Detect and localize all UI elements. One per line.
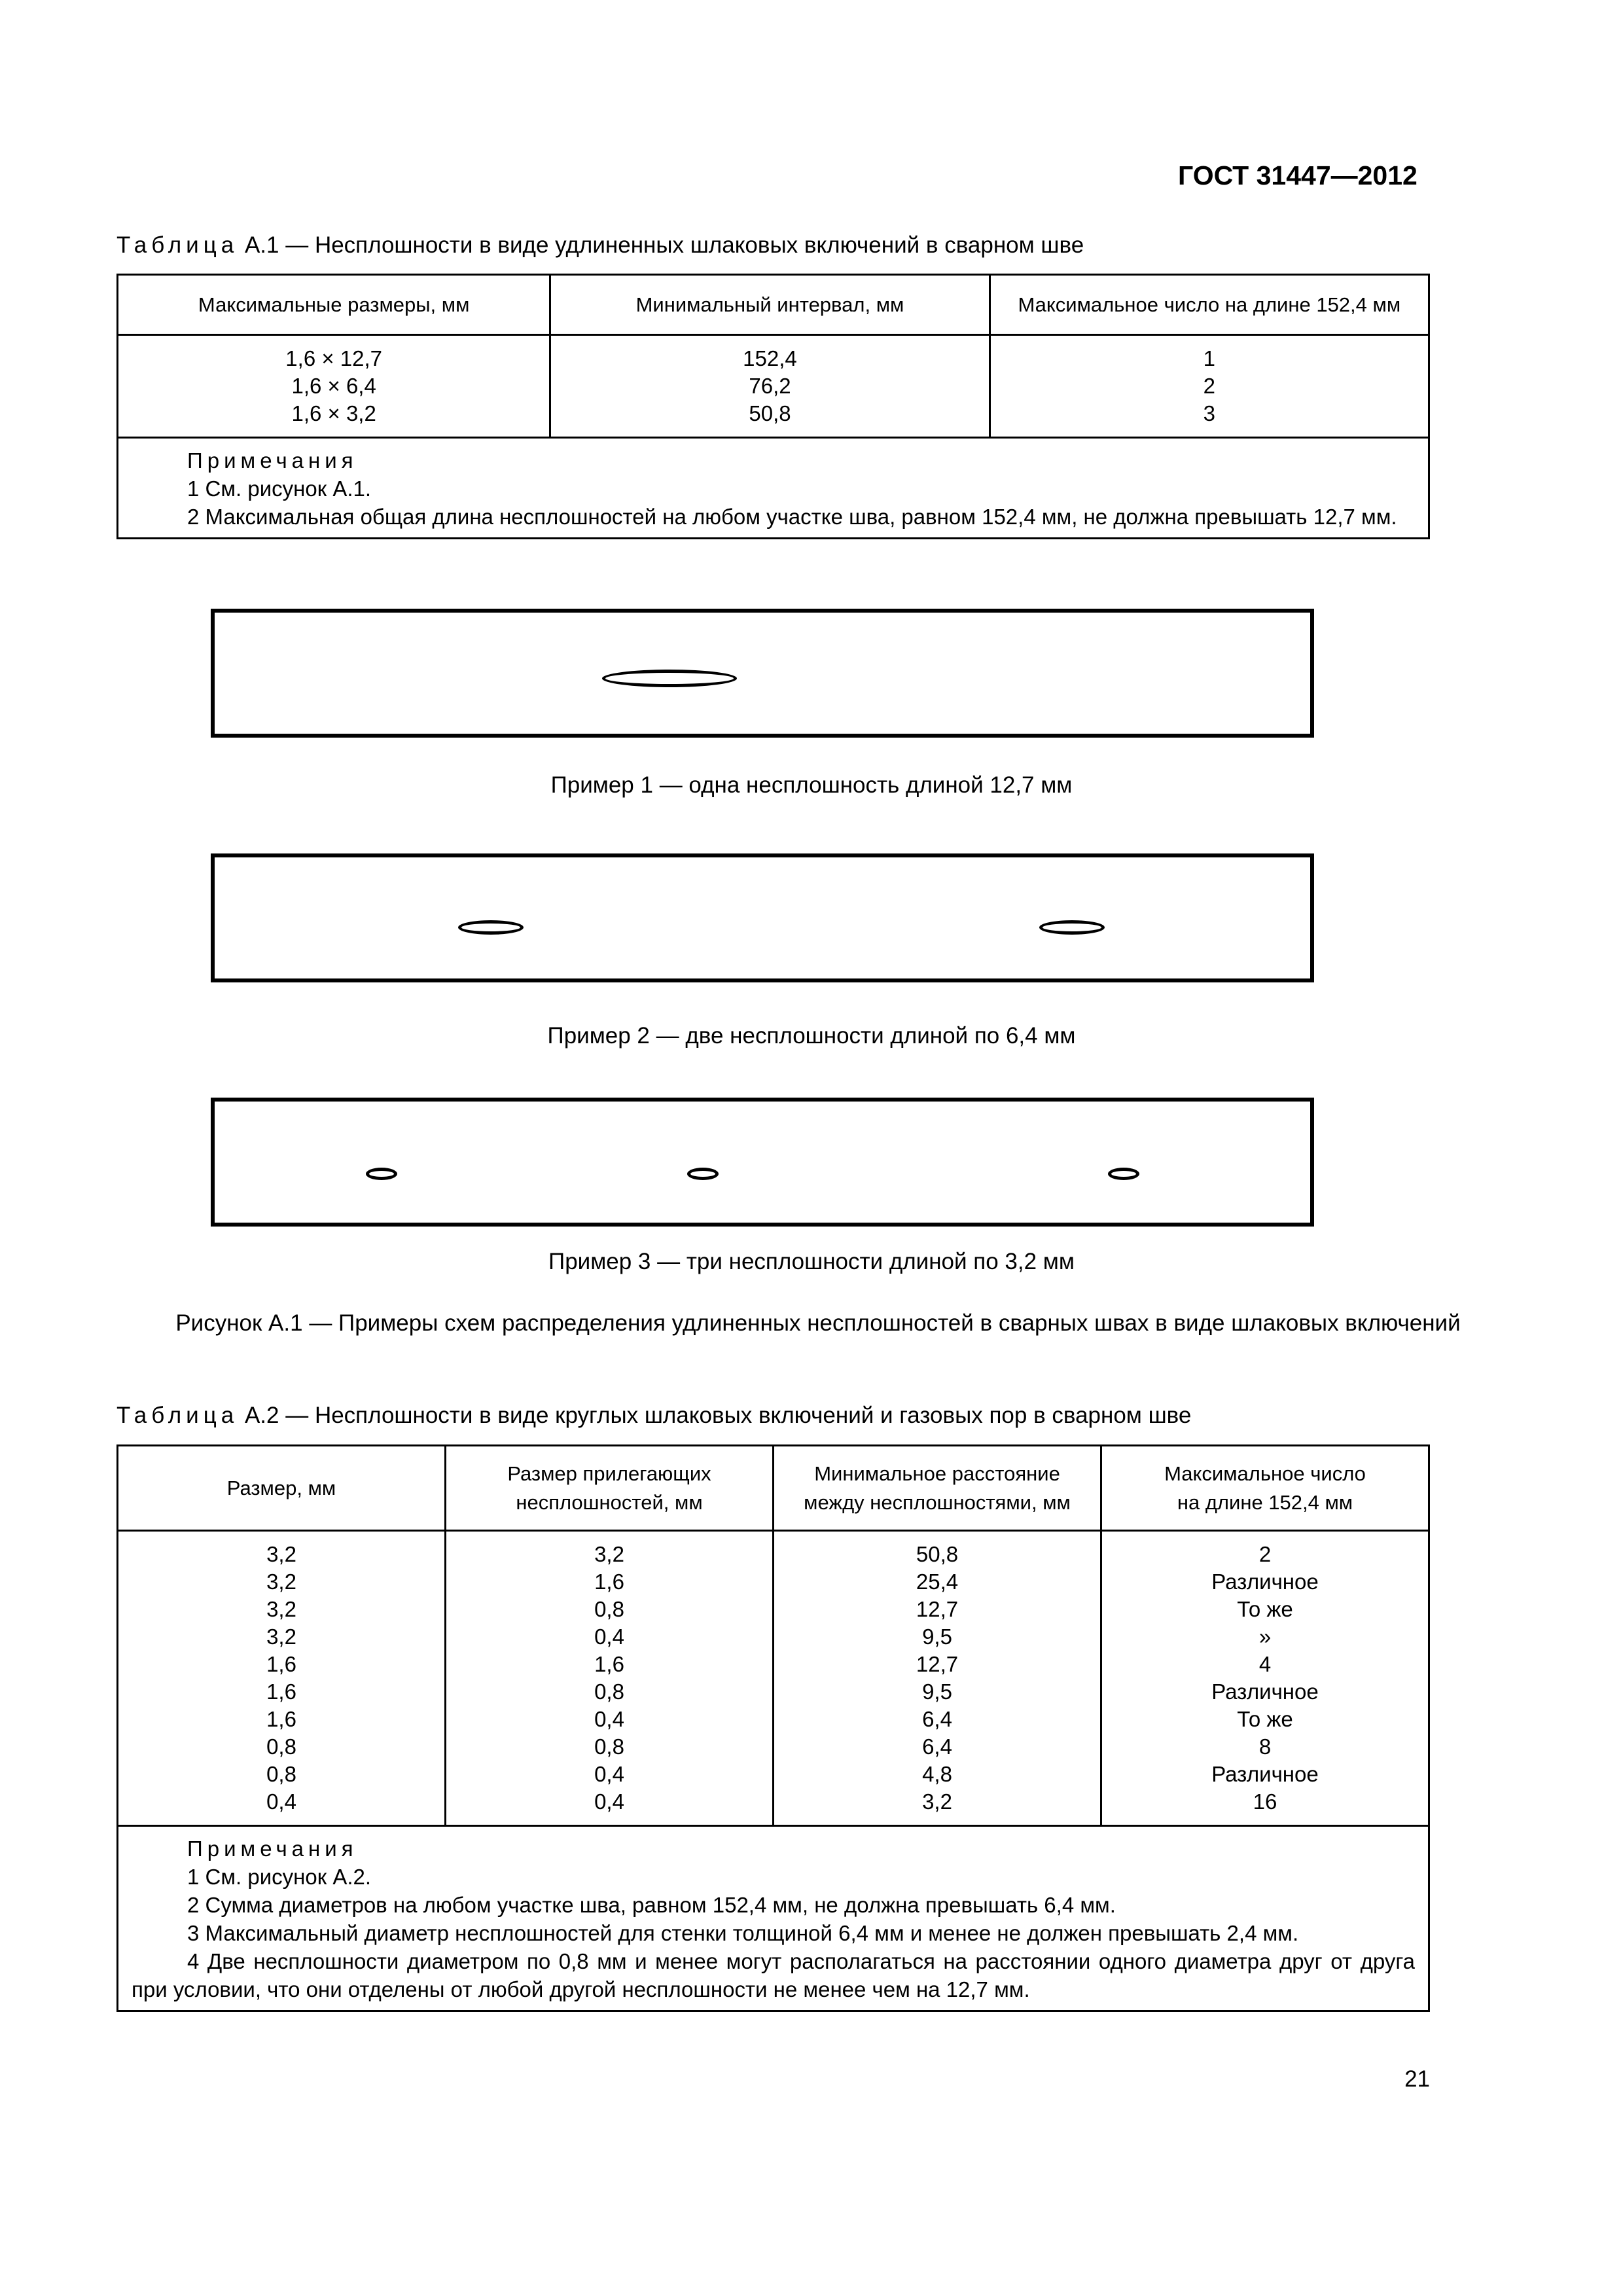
table2-header-cell [446, 1446, 774, 1531]
page-number: 21 [1404, 2066, 1430, 2092]
table2-header-cell [118, 1446, 446, 1531]
slag-inclusion [366, 1168, 397, 1180]
table2-header-cell [1101, 1446, 1429, 1531]
note-item: 2 Сумма диаметров на любом участке шва, равном 152,4 мм, не должна превышать 6,4 мм. [187, 1893, 1116, 1917]
table-cell: 50,8 [749, 401, 791, 425]
slag-inclusion [1039, 920, 1105, 935]
note-item: 2 Максимальная общая длина несплошностей на любом участке шва, равном 152,4 мм, не должна превышать 12,7 мм. [187, 505, 1397, 529]
table1-caption-label: Таблица [116, 232, 239, 258]
slag-inclusion [1108, 1168, 1139, 1180]
table1-caption [116, 232, 1084, 259]
table1-header-cell: Максимальное число на длине 152,4 мм [990, 275, 1429, 335]
table-cell: 4,8 [922, 1762, 952, 1786]
table1-col-count [990, 335, 1429, 438]
note-item: 3 Максимальный диаметр несплошностей для стенки толщиной 6,4 мм и менее не должен превышать 2,4 мм. [187, 1921, 1299, 1945]
table-cell: 12,7 [916, 1652, 959, 1676]
table-cell: 1,6 [594, 1652, 624, 1676]
table2-col-distance [774, 1531, 1101, 1826]
table1-notes [118, 438, 1429, 539]
table-cell: 1,6 × 12,7 [285, 346, 383, 370]
table2-caption-label: Таблица [116, 1403, 239, 1428]
example-3-caption: Пример 3 — три несплошности длиной по 3,2 мм [548, 1249, 1075, 1274]
table-cell: 3,2 [266, 1624, 296, 1649]
table-cell: 3,2 [922, 1789, 952, 1814]
table-cell: 2 [1203, 374, 1215, 398]
table-cell: 3,2 [594, 1542, 624, 1566]
table-cell: 3,2 [266, 1570, 296, 1594]
table-cell: 0,8 [266, 1762, 296, 1786]
table-cell: 0,4 [594, 1762, 624, 1786]
table-cell: 9,5 [922, 1679, 952, 1704]
header-line: несплошностей, мм [516, 1490, 703, 1514]
note-item: 4 Две несплошности диаметром по 0,8 мм и менее могут располагаться на расстоянии одного диаметра друг от друга при условии, что они отделены от любой другой несплошности не менее чем на 12,7 мм. [132, 1949, 1415, 2001]
table-cell: 1,6 × 6,4 [291, 374, 376, 398]
table-cell: 3 [1203, 401, 1215, 425]
notes-title: Примечания [187, 1837, 358, 1861]
table-cell: 25,4 [916, 1570, 959, 1594]
table1-col-sizes [118, 335, 550, 438]
table2 [116, 1444, 1430, 2012]
table2-data-row [118, 1531, 1429, 1826]
header-line: Размер прилегающих [507, 1462, 711, 1485]
table1-header-cell: Минимальный интервал, мм [550, 275, 990, 335]
slag-inclusion [602, 670, 737, 687]
table2-header-cell [774, 1446, 1101, 1531]
table1-col-interval [550, 335, 990, 438]
table-cell: 1,6 [266, 1679, 296, 1704]
table2-col-size [118, 1531, 446, 1826]
table-cell: 12,7 [916, 1597, 959, 1621]
table-cell: 152,4 [743, 346, 797, 370]
table1-header-cell: Максимальные размеры, мм [118, 275, 550, 335]
table-cell: 0,4 [594, 1707, 624, 1731]
table-cell: 3,2 [266, 1542, 296, 1566]
header-line: между несплошностями, мм [804, 1490, 1071, 1514]
table1-header-row [118, 275, 1429, 335]
table-cell: 6,4 [922, 1734, 952, 1759]
example-1-caption: Пример 1 — одна несплошность длиной 12,7 мм [550, 772, 1073, 798]
table-cell: 1,6 × 3,2 [291, 401, 376, 425]
table2-caption [116, 1403, 1191, 1429]
table-cell: 0,8 [266, 1734, 296, 1759]
table-cell: Различное [1211, 1762, 1319, 1786]
table-cell: 4 [1258, 1652, 1272, 1676]
table-cell: 0,4 [594, 1624, 624, 1649]
weld-seam-example-2 [211, 853, 1314, 982]
header-line: Минимальное расстояние [814, 1462, 1060, 1485]
table-cell: 0,4 [266, 1789, 296, 1814]
table1 [116, 274, 1430, 539]
table2-col-count [1101, 1531, 1429, 1826]
weld-seam-example-1 [211, 609, 1314, 738]
table2-notes [118, 1826, 1429, 2011]
header-line: Максимальное число [1164, 1462, 1366, 1485]
table1-caption-text: А.1 — Несплошности в виде удлиненных шлаковых включений в сварном шве [238, 232, 1084, 258]
slag-inclusion [458, 920, 524, 935]
table-cell: 0,4 [594, 1789, 624, 1814]
table-cell: 2 [1258, 1542, 1272, 1566]
table-cell: 50,8 [916, 1542, 959, 1566]
table-cell: 1 [1203, 346, 1215, 370]
table-cell: 9,5 [922, 1624, 952, 1649]
table-cell: 0,8 [594, 1597, 624, 1621]
table-cell: 1,6 [594, 1570, 624, 1594]
table-cell: 76,2 [749, 374, 791, 398]
table-cell: Различное [1211, 1679, 1319, 1704]
notes-title: Примечания [187, 448, 358, 473]
table-cell: 1,6 [266, 1707, 296, 1731]
table2-notes-row [118, 1826, 1429, 2011]
table-cell: 1,6 [266, 1652, 296, 1676]
table-cell: Различное [1211, 1570, 1319, 1594]
table1-data-row [118, 335, 1429, 438]
header-line: на длине 152,4 мм [1177, 1490, 1353, 1514]
note-item: 1 См. рисунок А.1. [187, 476, 372, 501]
table1-notes-row [118, 438, 1429, 539]
table2-header-row [118, 1446, 1429, 1531]
table-cell: 0,8 [594, 1734, 624, 1759]
table-cell: 3,2 [266, 1597, 296, 1621]
table-cell: 0,8 [594, 1679, 624, 1704]
table-cell: То же [1237, 1707, 1293, 1731]
figure-title: Рисунок А.1 — Примеры схем распределения удлиненных несплошностей в сварных швах в виде шлаковых включений [175, 1310, 1461, 1336]
table2-col-adjacent [446, 1531, 774, 1826]
table2-caption-text: А.2 — Несплошности в виде круглых шлаковых включений и газовых пор в сварном шве [238, 1403, 1192, 1428]
header-line: Размер, мм [226, 1476, 336, 1499]
document-header: ГОСТ 31447—2012 [1178, 160, 1418, 190]
table-cell: » [1258, 1624, 1272, 1649]
table-cell: 16 [1253, 1789, 1277, 1814]
example-2-caption: Пример 2 — две несплошности длиной по 6,4 мм [547, 1023, 1076, 1049]
table-cell: 6,4 [922, 1707, 952, 1731]
weld-seam-example-3 [211, 1098, 1314, 1227]
note-item: 1 См. рисунок А.2. [187, 1865, 372, 1889]
slag-inclusion [687, 1168, 719, 1180]
table-cell: 8 [1258, 1734, 1272, 1759]
table-cell: То же [1237, 1597, 1293, 1621]
